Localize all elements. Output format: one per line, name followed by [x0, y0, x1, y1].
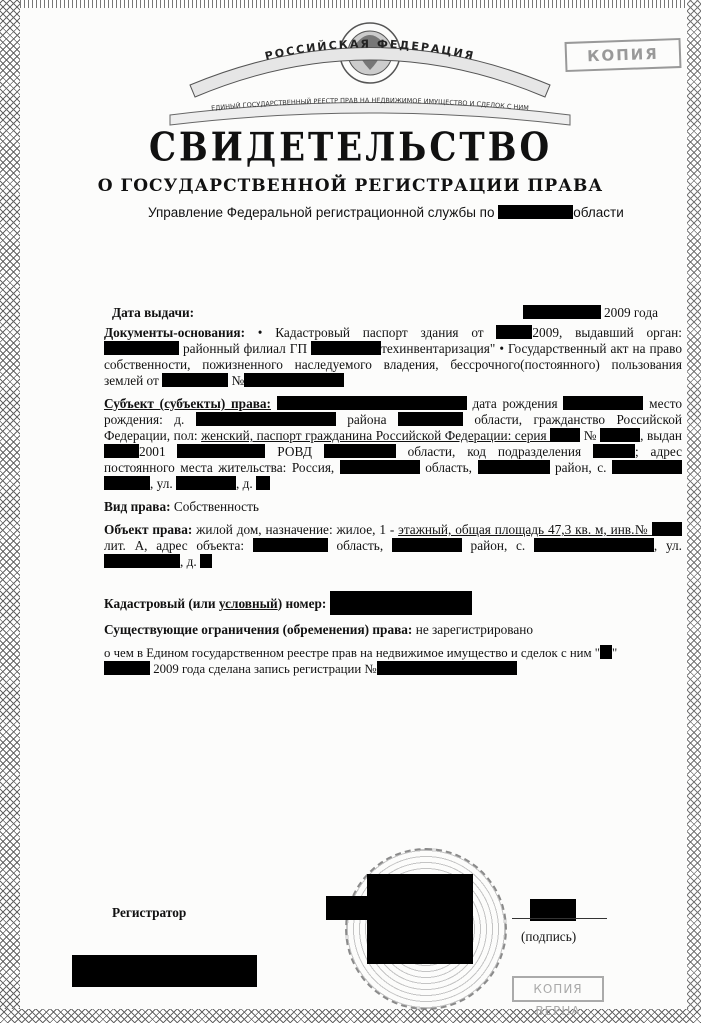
text: 2001: [139, 444, 178, 459]
redaction: [311, 341, 381, 355]
redaction: [498, 205, 573, 219]
issuer-suffix: области: [573, 205, 624, 220]
redaction: [612, 460, 682, 474]
redaction: [200, 554, 212, 568]
redaction: [162, 373, 228, 387]
text: , ул.: [653, 538, 682, 553]
redaction: [104, 341, 179, 355]
cadastral-number: [104, 591, 682, 615]
text: районный филиал ГП: [179, 341, 312, 356]
right-type-value: Собственность: [170, 499, 259, 514]
redaction: [177, 444, 265, 458]
redaction: [256, 476, 270, 490]
restrictions-value: не зарегистрировано: [412, 622, 534, 637]
redaction: [104, 476, 150, 490]
redaction: [523, 305, 601, 319]
text: место рождения: д.: [104, 396, 682, 427]
registration-record: [104, 645, 682, 677]
text: ": [612, 646, 618, 660]
redaction: [563, 396, 643, 410]
text: ) номер:: [277, 596, 327, 611]
text: область,: [419, 460, 478, 475]
text: 2009, выдавший орган:: [532, 325, 682, 340]
text: техинвентаризация" • Государственный акт на право собственности, пожизненного наследуемого владения, бессрочного(постоянного) пользования землей от: [104, 341, 682, 388]
text: РОВД: [265, 444, 324, 459]
text: область,: [327, 538, 392, 553]
text: №: [228, 373, 245, 388]
text: , выдан: [640, 428, 682, 443]
redaction: [367, 874, 473, 964]
text: Кадастровый (или: [104, 596, 219, 611]
text: район, с.: [461, 538, 534, 553]
redaction: [600, 645, 612, 659]
text: условный: [218, 596, 278, 611]
redaction: [534, 538, 654, 552]
text: 2009 года сделана запись регистрации №: [150, 662, 377, 676]
ornamental-border-top: [0, 0, 701, 8]
redaction: [176, 476, 236, 490]
certificate-body: [104, 325, 682, 684]
text: район, с.: [549, 460, 612, 475]
redaction: [277, 396, 467, 410]
ornamental-border-bottom: [0, 1009, 701, 1023]
issue-date-year: 2009 года: [604, 305, 658, 320]
documents-basis-label: Документы-основания:: [104, 325, 246, 340]
emblem-text-bottom: ЕДИНЫЙ ГОСУДАРСТВЕННЫЙ РЕЕСТР ПРАВ НА НЕДВИЖИМОЕ ИМУЩЕСТВО И СДЕЛОК С НИМ: [210, 96, 530, 113]
redaction: [104, 661, 150, 675]
redaction: [600, 428, 640, 442]
text: , д.: [180, 554, 201, 569]
documents-basis: [104, 325, 682, 389]
redaction: [330, 591, 472, 615]
document-title: СВИДЕТЕЛЬСТВО: [148, 125, 553, 171]
cadastral-number-label: [104, 596, 326, 611]
text: ; адрес постоянного места жительства: Россия,: [104, 444, 682, 475]
redaction: [196, 412, 336, 426]
text: дата рождения: [466, 396, 564, 411]
right-holder-label: Субъект (субъекты) права:: [104, 396, 271, 411]
text: жилой дом, назначение: жилое, 1 -: [192, 522, 399, 537]
text: лит. А, адрес объекта:: [104, 538, 253, 553]
text: этажный, общая площадь 47,3 кв. м, инв.№: [398, 522, 652, 537]
redaction: [324, 444, 396, 458]
issuer-prefix: Управление Федеральной регистрационной службы по: [148, 205, 495, 220]
right-type: [104, 499, 682, 515]
right-holder: [104, 396, 682, 492]
redaction: [550, 428, 580, 442]
signature-caption: (подпись): [521, 929, 577, 944]
copy-stamp-top: КОПИЯ: [565, 38, 682, 72]
text: №: [580, 428, 601, 443]
redaction: [253, 538, 328, 552]
copy-stamp-bottom: КОПИЯ ВЕРНА: [512, 976, 604, 1002]
redaction: [652, 522, 682, 536]
redaction: [72, 955, 257, 987]
redaction: [398, 412, 463, 426]
redaction: [244, 373, 344, 387]
emblem-text-top: РОССИЙСКАЯ ФЕДЕРАЦИЯ: [263, 37, 477, 63]
right-object-label: Объект права:: [104, 522, 193, 537]
restrictions: [104, 622, 682, 638]
redaction: [593, 444, 635, 458]
document-subtitle: О ГОСУДАРСТВЕННОЙ РЕГИСТРАЦИИ ПРАВА: [97, 176, 604, 196]
signature-line: [512, 918, 607, 919]
redaction: [104, 554, 180, 568]
state-emblem-banner: [160, 15, 580, 130]
issue-date-line: [112, 305, 682, 321]
redaction: [340, 460, 420, 474]
redaction: [478, 460, 550, 474]
issuing-authority: [148, 205, 624, 220]
right-type-label: Вид права:: [104, 499, 171, 514]
redaction: [496, 325, 532, 339]
text: о чем в Едином государственном реестре прав на недвижимое имущество и сделок с ним ": [104, 646, 601, 660]
issue-date-value: [523, 305, 658, 321]
right-object: [104, 522, 682, 570]
registrar-label: Регистратор: [112, 905, 187, 920]
text: , ул.: [150, 476, 176, 491]
text: , д.: [236, 476, 257, 491]
issue-date-label: Дата выдачи:: [112, 305, 195, 320]
text: области, гражданство Российской Федерации, пол:: [104, 412, 682, 443]
redaction: [326, 896, 370, 920]
redaction: [392, 538, 462, 552]
text: области, код подразделения: [395, 444, 593, 459]
text: района: [335, 412, 398, 427]
restrictions-label: Существующие ограничения (обременения) права:: [104, 622, 413, 637]
text: • Кадастровый паспорт здания от: [245, 325, 497, 340]
redaction: [377, 661, 517, 675]
redaction: [104, 444, 139, 458]
text: женский, паспорт гражданина Российской Федерации: серия: [201, 428, 551, 443]
